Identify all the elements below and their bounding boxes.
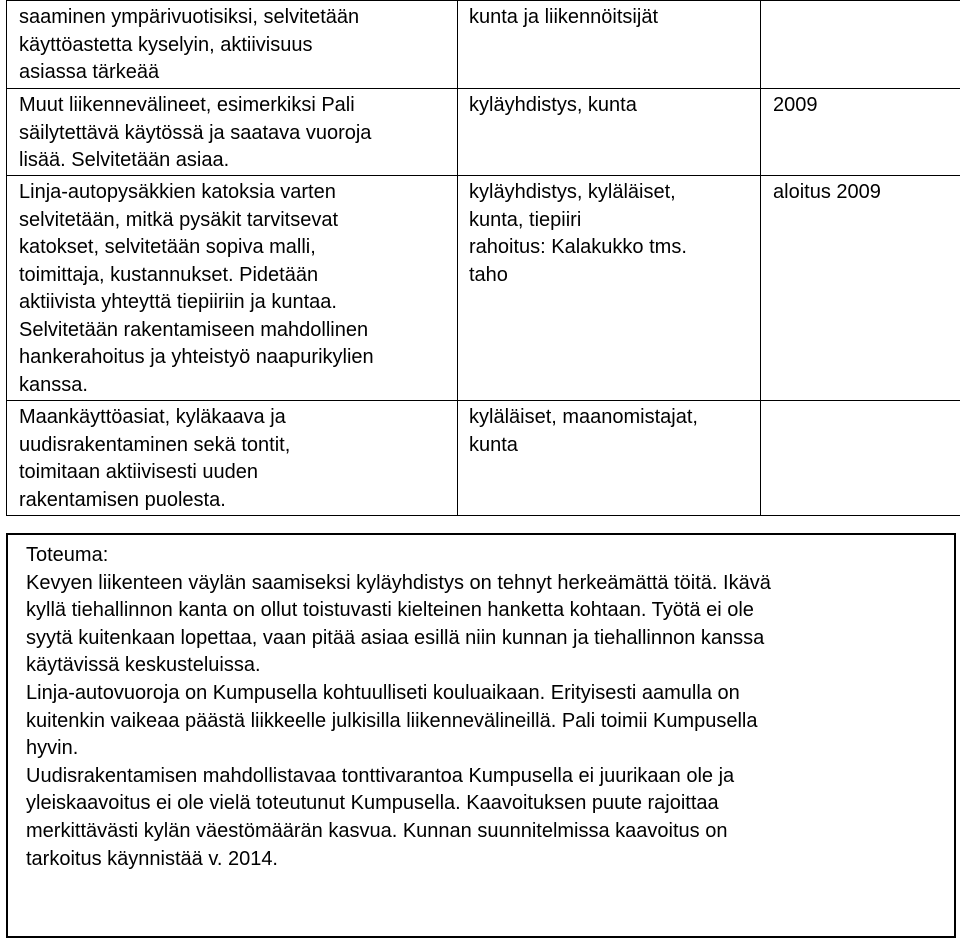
responsible-cell	[458, 401, 761, 516]
action-cell	[7, 401, 458, 516]
schedule-text: aloitus 2009	[773, 181, 881, 203]
result-paragraph: Linja-autovuoroja on Kumpusella kohtuulliseti kouluaikaan. Erityisesti aamulla on kuitenkin vaikeaa päästä liikkeelle julkisilla liikennevälineillä. Pali toimii Kumpusella hyvin.	[26, 681, 758, 760]
result-box	[6, 533, 956, 938]
table-row	[7, 89, 960, 176]
responsible-cell	[458, 89, 761, 176]
responsible-text: kyläyhdistys, kyläläiset, kunta, tiepiiri rahoitus: Kalakukko tms. taho	[469, 181, 687, 286]
responsible-cell	[458, 1, 761, 89]
action-cell	[7, 89, 458, 176]
table-row	[7, 401, 960, 516]
responsible-text: kunta ja liikennöitsijät	[469, 6, 658, 28]
result-heading: Toteuma:	[26, 544, 109, 566]
schedule-text: 2009	[773, 94, 818, 116]
action-cell	[7, 1, 458, 89]
schedule-cell	[761, 1, 960, 89]
table-row	[7, 176, 960, 401]
action-text: saaminen ympärivuotisiksi, selvitetään käyttöastetta kyselyin, aktiivisuus asiassa tärkeää	[19, 6, 360, 83]
result-paragraph: Uudisrakentamisen mahdollistavaa tonttivarantoa Kumpusella ei juurikaan ole ja yleiskaavoitus ei ole vielä toteutunut Kumpusella. Kaavoituksen puute rajoittaa merkittävästi kylän väestömäärän kasvua. Kunnan suunnitelmissa kaavoitus on tarkoitus käynnistää v. 2014.	[26, 764, 735, 870]
table-row	[7, 1, 960, 89]
responsible-text: kyläläiset, maanomistajat, kunta	[469, 406, 698, 456]
action-text: Maankäyttöasiat, kyläkaava ja uudisrakentaminen sekä tontit, toimitaan aktiivisesti uuden rakentamisen puolesta.	[19, 406, 291, 511]
action-cell	[7, 176, 458, 401]
schedule-cell	[761, 401, 960, 516]
responsible-text: kyläyhdistys, kunta	[469, 94, 637, 116]
schedule-cell	[761, 89, 960, 176]
result-paragraph: Kevyen liikenteen väylän saamiseksi kyläyhdistys on tehnyt herkeämättä töitä. Ikävä kyllä tiehallinnon kanta on ollut toistuvasti kielteinen hanketta kohtaan. Työtä ei ole syytä kuitenkaan lopettaa, vaan pitää asiaa esillä niin kunnan ja tiehallinnon kanssa käytävissä keskusteluissa.	[26, 571, 771, 677]
action-text: Linja-autopysäkkien katoksia varten selvitetään, mitkä pysäkit tarvitsevat katokset, selvitetään sopiva malli, toimittaja, kustannukset. Pidetään aktiivista yhteyttä tiepiiriin ja kuntaa. Selvitetään rakentamiseen mahdollinen hankerahoitus ja yhteistyö naapurikylien kanssa.	[19, 181, 374, 396]
schedule-cell	[761, 176, 960, 401]
responsible-cell	[458, 176, 761, 401]
action-text: Muut liikennevälineet, esimerkiksi Pali säilytettävä käytössä ja saatava vuoroja lisää. Selvitetään asiaa.	[19, 94, 372, 171]
action-plan-table	[6, 0, 960, 516]
